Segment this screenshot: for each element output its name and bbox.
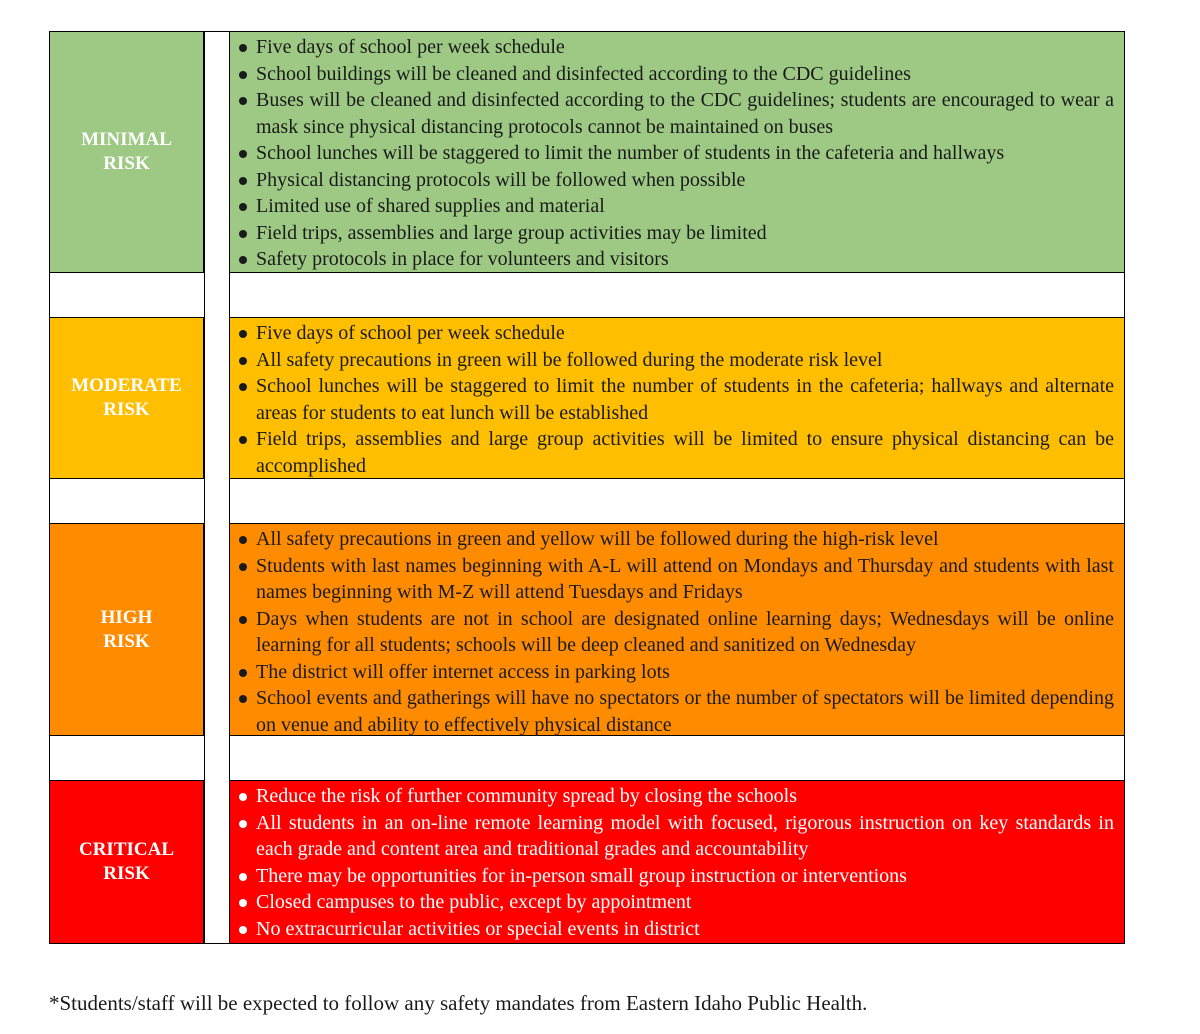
moderate-risk-content — [229, 317, 1125, 479]
high-risk-content — [229, 523, 1125, 736]
critical-risk-row — [49, 780, 1125, 944]
label-line-1: MODERATE — [71, 375, 182, 396]
list-item: Five days of school per week schedule — [236, 320, 1114, 347]
list-item: School lunches will be staggered to limit the number of students in the cafeteria; hallways and alternate areas for students to eat lunch will be established — [236, 373, 1114, 426]
list-item: All safety precautions in green will be followed during the moderate risk level — [236, 347, 1114, 374]
list-item: School buildings will be cleaned and disinfected according to the CDC guidelines — [236, 61, 1114, 88]
list-item: Students with last names beginning with A-L will attend on Mondays and Thursday and students with last names beginning with M-Z will attend Tuesdays and Fridays — [236, 553, 1114, 606]
list-item: School lunches will be staggered to limit the number of students in the cafeteria and hallways — [236, 140, 1114, 167]
moderate-risk-row — [49, 317, 1125, 479]
minimal-risk-content — [229, 31, 1125, 273]
high-risk-row — [49, 523, 1125, 736]
list-item: Safety protocols in place for volunteers and visitors — [236, 246, 1114, 273]
list-item: Field trips, assemblies and large group activities will be limited to ensure physical distancing can be accomplished — [236, 426, 1114, 479]
list-item: Closed campuses to the public, except by appointment — [236, 889, 1114, 916]
bullet-list — [236, 320, 1114, 479]
list-item: School events and gatherings will have no spectators or the number of spectators will be limited depending on venue and ability to effectively physical distance — [236, 685, 1114, 738]
list-item: Limited use of shared supplies and material — [236, 193, 1114, 220]
list-item: All students in an on-line remote learning model with focused, rigorous instruction on key standards in each grade and content area and traditional grades and accountability — [236, 810, 1114, 863]
list-item: Reduce the risk of further community spread by closing the schools — [236, 783, 1114, 810]
bullet-list — [236, 526, 1114, 738]
list-item: Buses will be cleaned and disinfected according to the CDC guidelines; students are encouraged to wear a mask since physical distancing protocols cannot be maintained on buses — [236, 87, 1114, 140]
list-item: No extracurricular activities or special events in district — [236, 916, 1114, 943]
list-item: Five days of school per week schedule — [236, 34, 1114, 61]
label-line-2: RISK — [103, 630, 150, 652]
label-line-2: RISK — [103, 863, 150, 884]
label-line-2: RISK — [103, 153, 150, 174]
minimal-risk-row — [49, 31, 1125, 273]
list-item: All safety precautions in green and yellow will be followed during the high-risk level — [236, 526, 1114, 553]
label-line-2: RISK — [103, 399, 150, 420]
label-line-1: HIGH — [100, 606, 153, 628]
critical-risk-label — [49, 780, 204, 944]
footnote: *Students/staff will be expected to follow any safety mandates from Eastern Idaho Public Health. — [49, 991, 868, 1015]
high-risk-label — [49, 523, 204, 736]
list-item: There may be opportunities for in-person small group instruction or interventions — [236, 863, 1114, 890]
bullet-list — [236, 783, 1114, 942]
label-line-1: CRITICAL — [78, 839, 175, 860]
list-item: Field trips, assemblies and large group activities may be limited — [236, 220, 1114, 247]
list-item: Physical distancing protocols will be followed when possible — [236, 167, 1114, 194]
moderate-risk-label — [49, 317, 204, 479]
list-item: The district will offer internet access in parking lots — [236, 659, 1114, 686]
bullet-list — [236, 34, 1114, 273]
label-line-1: MINIMAL — [81, 129, 172, 150]
critical-risk-content — [229, 780, 1125, 944]
list-item: Days when students are not in school are designated online learning days; Wednesdays will be online learning for all students; schools will be deep cleaned and sanitized on Wednesday — [236, 606, 1114, 659]
minimal-risk-label — [49, 31, 204, 273]
